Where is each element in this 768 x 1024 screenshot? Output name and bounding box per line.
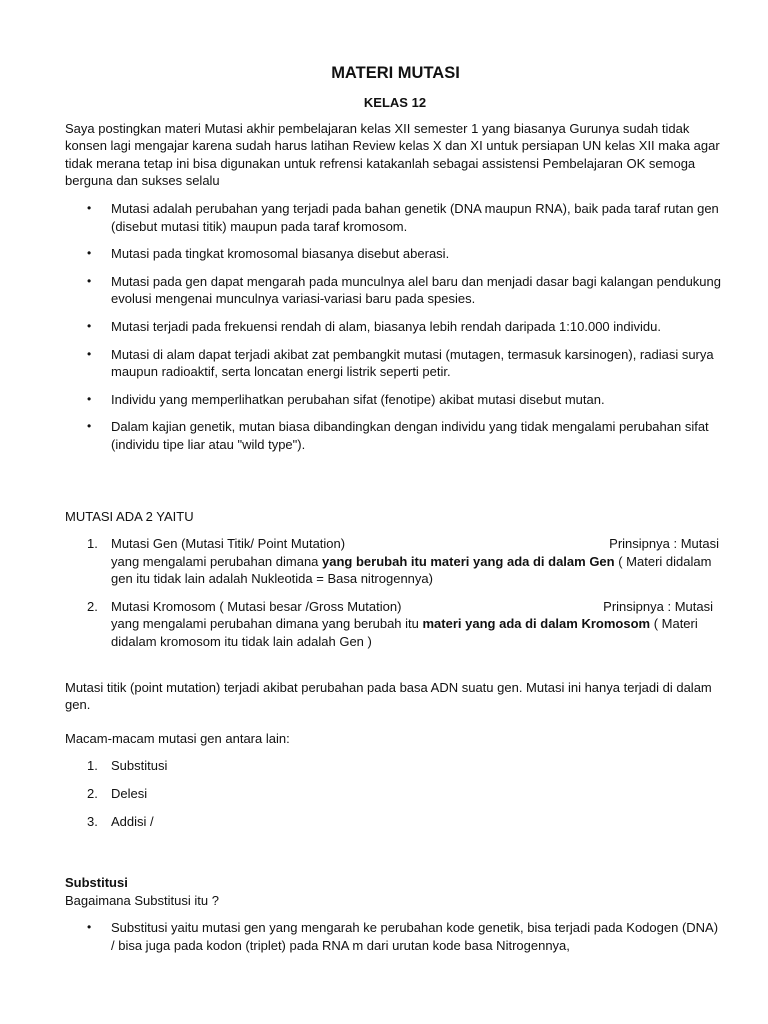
document-subtitle: KELAS 12	[363, 95, 427, 110]
mutation-type-name: Mutasi Gen (Mutasi Titik/ Point Mutation)	[111, 536, 346, 552]
item-number: 1.	[87, 536, 98, 552]
mutation-type-header	[111, 598, 725, 616]
description-bold-text: yang berubah itu materi yang ada di dalam Gen	[322, 553, 615, 569]
description-text: ( Materi didalam gen itu tidak lain adalah Nukleotida = Basa nitrogennya)	[111, 553, 712, 587]
intro-paragraph: Saya postingkan materi Mutasi akhir pembelajaran kelas XII semester 1 yang biasanya Gurunya sudah tidak konsen lagi mengajar karena sudah harus latihan Review kelas X dan XI untuk persiapan UN kelas XII maka agar tidak merana tetap ini bisa digunakan untuk refrensi katakanlah sebagai assistensi Pembelajaran OK semoga berguna dan sukses selalu	[65, 120, 720, 189]
item-number: 2.	[87, 786, 98, 802]
spacer	[65, 661, 725, 679]
types-heading: MUTASI ADA 2 YAITU	[65, 508, 194, 524]
description-text: yang mengalami perubahan dimana	[111, 553, 323, 569]
substitusi-bullet: • Substitusi yaitu mutasi gen yang mengarah ke perubahan kode genetik, bisa terjadi pada Kodogen (DNA) / bisa juga pada kodon (triplet) pada RNA m dari urutan kode basa Nitrogennya,	[65, 919, 725, 954]
spacer	[65, 840, 725, 874]
principle-label: Prinsipnya : Mutasi	[603, 598, 713, 614]
description-text: ( Materi didalam kromosom itu tidak lain adalah Gen )	[111, 616, 698, 650]
mutation-type-item	[65, 598, 725, 651]
mutation-type-name: Mutasi Kromosom ( Mutasi besar /Gross Mutation)	[111, 598, 402, 614]
mutation-type-header	[111, 535, 725, 553]
item-number: 1.	[87, 758, 98, 774]
document-title: MATERI MUTASI	[331, 64, 460, 82]
mutation-types-list	[65, 535, 725, 651]
mutation-type-item	[65, 535, 725, 588]
item-number: 3.	[87, 813, 98, 829]
substitusi-heading-text: Substitusi	[65, 875, 128, 891]
kind-label: Substitusi	[111, 758, 168, 774]
spacer	[65, 464, 725, 508]
definition-bullet: • Mutasi adalah perubahan yang terjadi pada bahan genetik (DNA maupun RNA), baik pada taraf rutan gen (disebut mutasi titik) maupun pada taraf kromosom.	[65, 200, 725, 235]
point-mutation-paragraph: Mutasi titik (point mutation) terjadi akibat perubahan pada basa ADN suatu gen. Mutasi ini hanya terjadi di dalam gen.	[65, 679, 712, 713]
gene-mutation-kinds-list	[65, 757, 725, 830]
principle-label: Prinsipnya : Mutasi	[609, 536, 719, 552]
definition-bullet: • Mutasi pada tingkat kromosomal biasanya disebut aberasi.	[65, 245, 725, 263]
mutation-type-description	[111, 553, 725, 588]
document-content	[65, 62, 725, 965]
definition-bullet: • Mutasi pada gen dapat mengarah pada munculnya alel baru dan menjadi dasar bagi kalangan pendukung evolusi mengenai munculnya variasi-variasi baru pada spesies.	[65, 273, 725, 308]
definition-bullet: • Dalam kajian genetik, mutan biasa dibandingkan dengan individu yang tidak mengalami perubahan sifat (individu tipe liar atau "wild type").	[65, 418, 725, 453]
kind-item	[65, 757, 725, 775]
item-number: 2.	[87, 598, 98, 614]
substitusi-heading	[65, 874, 725, 892]
kind-item	[65, 813, 725, 831]
description-text: yang mengalami perubahan dimana yang berubah itu	[111, 616, 423, 632]
description-bold-text: materi yang ada di dalam Kromosom	[422, 616, 651, 632]
definition-bullet: • Mutasi terjadi pada frekuensi rendah di alam, biasanya lebih rendah daripada 1:10.000 individu.	[65, 318, 725, 336]
substitusi-bullet-list	[65, 919, 725, 954]
definition-bullet-list	[65, 200, 725, 454]
kind-item	[65, 785, 725, 803]
kinds-heading: Macam-macam mutasi gen antara lain:	[65, 730, 290, 746]
kind-label: Addisi /	[111, 813, 154, 829]
definition-bullet: • Individu yang memperlihatkan perubahan sifat (fenotipe) akibat mutasi disebut mutan.	[65, 391, 725, 409]
mutation-type-description	[111, 615, 725, 650]
substitusi-question: Bagaimana Substitusi itu ?	[65, 892, 219, 908]
kind-label: Delesi	[111, 786, 148, 802]
definition-bullet: • Mutasi di alam dapat terjadi akibat zat pembangkit mutasi (mutagen, termasuk karsinogen), radiasi surya maupun radioaktif, serta loncatan energi listrik seperti petir.	[65, 346, 725, 381]
